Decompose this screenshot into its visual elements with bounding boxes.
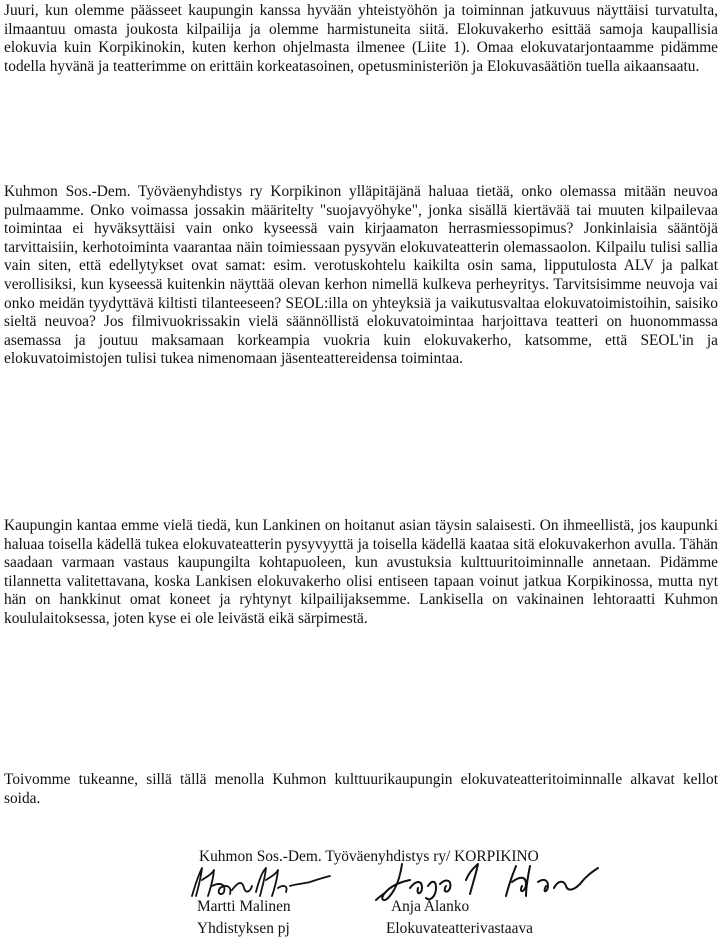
paragraph-closing: Toivomme tukeanne, sillä tällä menolla Kuhmon kulttuurikaupungin elokuvateatteritoiminnalle alkavat kellot soida. <box>4 771 718 807</box>
handwritten-signature-2 <box>366 858 606 904</box>
signer-2-role: Elokuvateatterivastaava <box>386 920 533 937</box>
paragraph-competition-issue: Juuri, kun olemme päässeet kaupungin kanssa hyvään yhteistyöhön ja toiminnan jatkuvuus näyttäisi turvatulta, ilmaantuu omasta joukosta kilpailija ja olemme harmistuneita siitä. Elokuvakerho esittää samoja kaupallisia elokuvia kuin Korpikinokin, kuten kerhon ohjelmasta ilmenee (Liite 1). Omaa elokuvatarjontaamme pidämme todella hyvänä ja teatterimme on erittäin korkeatasoinen, opetusministeriön ja Elokuvasäätiön tuella aikaansaatu. <box>4 2 718 75</box>
signer-1-name: Martti Malinen <box>197 898 291 915</box>
handwritten-signature-1 <box>186 862 336 902</box>
signer-1-role: Yhdistyksen pj <box>197 920 290 937</box>
paragraph-request-for-advice: Kuhmon Sos.-Dem. Työväenyhdistys ry Korpikinon ylläpitäjänä haluaa tietää, onko olemassa mitään neuvoa pulmaamme. Onko voimassa jossakin määritelty "suojavyöhyke", jonka sisällä kiertävää tai muuten kilpailevaa toimintaa ei hyväksyttäisi vain onko kyseessä vain kirjaamaton herrasmiessopimus? Jonkinlaisia sääntöjä tarvittaisiin, kerhotoiminta vaarantaa näin toimiessaan pysyvän elokuvateatterin olemassaolon. Kilpailu tulisi sallia vain siten, että edellytykset ovat samat: esim. verotuskohtelu kaikilta osin sama, lipputulosta ALV ja palkat verollisiksi, kun kyseessä kuitenkin näyttää olevan kerhon nimellä kulkeva perheyritys. Tarvitsisimme neuvoja vai onko meidän tyydyttävä kiltisti tilanteeseen? SEOL:illa on yhteyksiä ja vaikutusvaltaa elokuvatoimistoihin, saisiko sieltä neuvoa? Jos filmivuokrissakin vielä säännöllistä elokuvatoimintaa harjoittava teatteri on huonommassa asemassa ja joutuu maksamaan korkeampia vuokria kuin elokuvakerho, katsomme, että SEOL'in ja elokuvatoimistojen tulisi tukea nimenomaan jäsenteattereidensa toimintaa. <box>4 183 718 368</box>
signer-2-name: Anja Alanko <box>391 898 470 915</box>
paragraph-city-position: Kaupungin kantaa emme vielä tiedä, kun Lankinen on hoitanut asian täysin salaisesti. On ihmeellistä, jos kaupunki haluaa toisella kädellä tukea elokuvateatterin pysyvyyttä ja toisella kädellä kaataa sitä elokuvakerhon avulla. Tähän saadaan varmaan vastaus kaupungilta kohtapuoleen, kun avustuksia kulttuuritoiminnalle annetaan. Pidämme tilannetta valitettavana, koska Lankisen elokuvakerho olisi entiseen tapaan voinut jatkua Korpikinossa, mutta nyt hän on hankkinut omat koneet ja ryhtynyt kilpailijaksemme. Lankisella on vakinainen lehtoraatti Kuhmon koululaitoksessa, joten kyse ei ole leivästä eikä särpimestä. <box>4 517 718 627</box>
signature-organization: Kuhmon Sos.-Dem. Työväenyhdistys ry/ KORPIKINO <box>199 848 539 865</box>
